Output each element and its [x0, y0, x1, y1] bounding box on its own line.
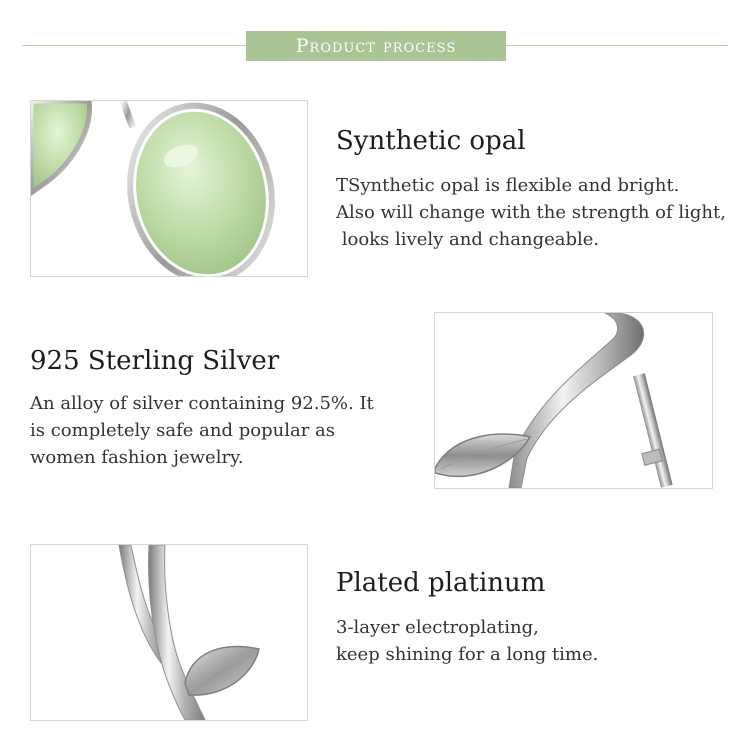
synthetic-opal-line-1: TSynthetic opal is flexible and bright. — [336, 175, 680, 196]
synthetic-opal-section — [336, 126, 726, 253]
plated-platinum-line-2: keep shining for a long time. — [336, 644, 599, 665]
plated-platinum-heading: Plated platinum — [336, 568, 546, 598]
header-divider-left — [22, 45, 246, 46]
sterling-silver-line-3: women fashion jewelry. — [30, 447, 244, 468]
section-header-title: Product process — [295, 35, 457, 57]
section-header — [246, 31, 506, 61]
plated-platinum-image — [30, 544, 308, 721]
sterling-silver-line-1: An alloy of silver containing 92.5%. It — [30, 393, 374, 414]
plated-platinum-line-1: 3-layer electroplating, — [336, 617, 539, 638]
synthetic-opal-line-3: looks lively and changeable. — [336, 229, 600, 250]
synthetic-opal-heading: Synthetic opal — [336, 126, 526, 156]
plated-platinum-section — [336, 568, 598, 668]
sterling-silver-heading: 925 Sterling Silver — [30, 346, 280, 376]
synthetic-opal-line-2: Also will change with the strength of light, — [336, 202, 726, 223]
sterling-silver-section — [30, 346, 374, 471]
header-divider-right — [506, 45, 728, 46]
sterling-silver-line-2: is completely safe and popular as — [30, 420, 335, 441]
opal-closeup-image — [30, 100, 308, 277]
sterling-silver-image — [434, 312, 713, 489]
